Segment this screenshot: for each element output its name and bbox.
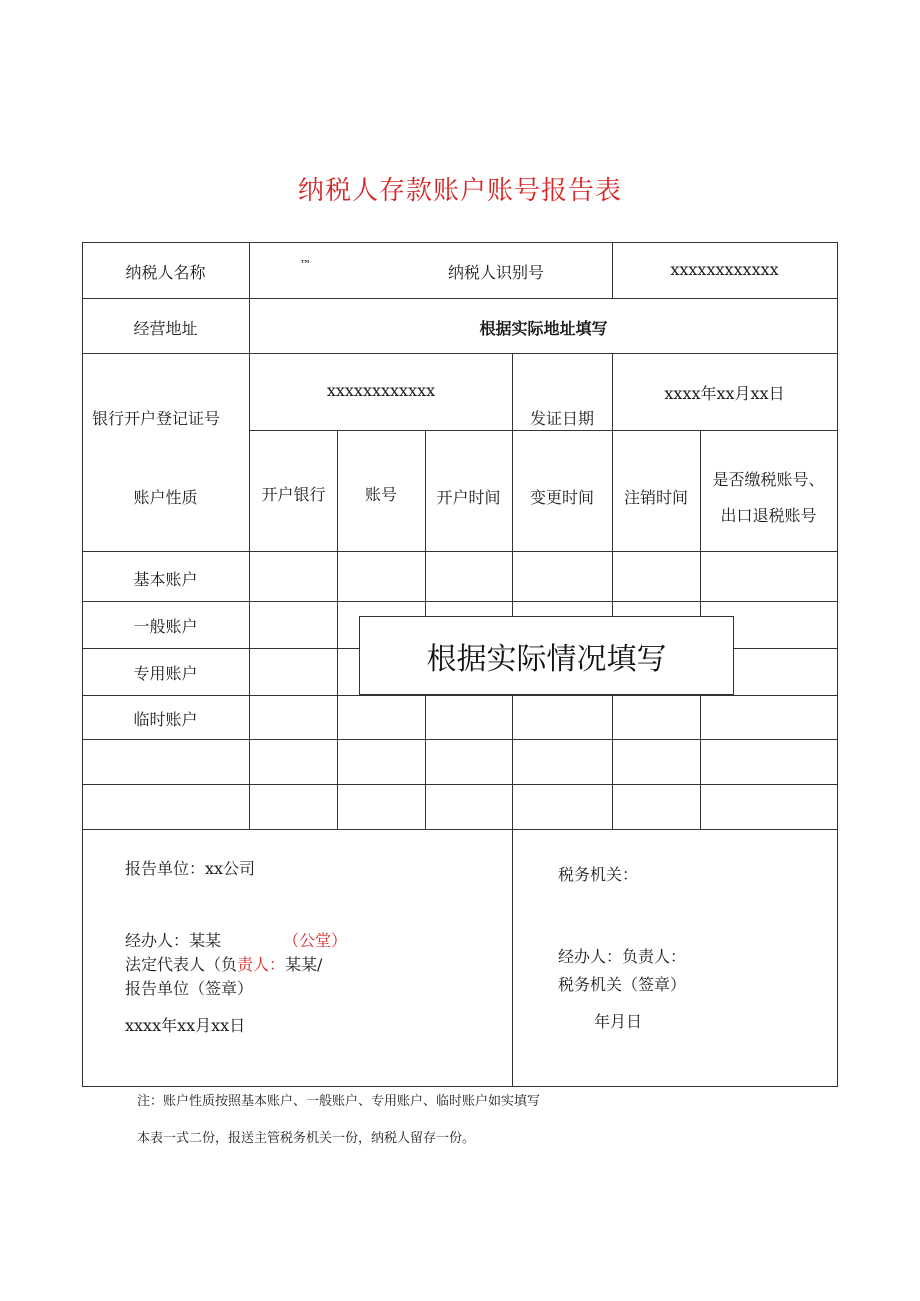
form-title: 纳税人存款账户账号报告表 xyxy=(297,176,622,206)
col-close-time: 注销时间 xyxy=(623,488,688,507)
col-account-number: 账号 xyxy=(364,485,397,504)
taxpayer-name-value: ™ xyxy=(300,258,311,271)
taxpayer-id-value: xxxxxxxxxxxx xyxy=(670,260,779,279)
note-1: 注：账户性质按照基本账户、一般账户、专用账户、临时账户如实填写 xyxy=(137,1094,541,1109)
bank-reg-label: 银行开户登记证号 xyxy=(92,409,221,428)
taxpayer-id-label: 纳税人识别号 xyxy=(448,263,545,282)
tax-seal: 税务机关（签章） xyxy=(558,975,687,994)
report-date: xxxx年xx月xx日 xyxy=(125,1016,246,1035)
col-tax-account: 是否缴税账号、 xyxy=(712,470,825,489)
row-basic-account: 基本账户 xyxy=(133,570,198,589)
tax-office: 税务机关： xyxy=(558,865,639,884)
legal-rep-prefix: 法定代表人（负 xyxy=(125,955,238,974)
legal-rep-red: 责人： xyxy=(237,955,286,974)
col-change-time: 变更时间 xyxy=(529,488,594,507)
handler: 经办人：某某 xyxy=(125,931,222,950)
report-unit: 报告单位：xx公司 xyxy=(125,859,256,878)
issue-date-label: 发证日期 xyxy=(529,409,594,428)
fill-instruction-box xyxy=(359,616,734,695)
legal-representative xyxy=(125,952,322,975)
row-general-account: 一般账户 xyxy=(133,617,198,636)
col-export-refund: 出口退税账号 xyxy=(720,506,817,525)
legal-rep-suffix: 某某/ xyxy=(285,955,323,974)
col-bank: 开户银行 xyxy=(261,485,326,504)
fill-instruction-text: 根据实际情况填写 xyxy=(426,641,667,677)
issue-date-value: xxxx年xx月xx日 xyxy=(664,384,785,403)
taxpayer-name-label: 纳税人名称 xyxy=(125,263,206,282)
bank-reg-value: xxxxxxxxxxxx xyxy=(326,381,436,400)
seal-text: （公堂） xyxy=(283,931,348,950)
row-temporary-account: 临时账户 xyxy=(133,710,198,729)
tax-handler: 经办人：负责人： xyxy=(558,947,687,966)
col-account-type: 账户性质 xyxy=(133,488,198,507)
tax-date: 年月日 xyxy=(594,1012,643,1031)
address-label: 经营地址 xyxy=(133,319,198,338)
col-open-time: 开户时间 xyxy=(436,488,501,507)
note-2: 本表一式二份，报送主管税务机关一份，纳税人留存一份。 xyxy=(137,1131,476,1146)
row-special-account: 专用账户 xyxy=(133,664,198,683)
report-seal: 报告单位（签章） xyxy=(125,979,254,998)
address-value: 根据实际地址填写 xyxy=(479,319,608,338)
